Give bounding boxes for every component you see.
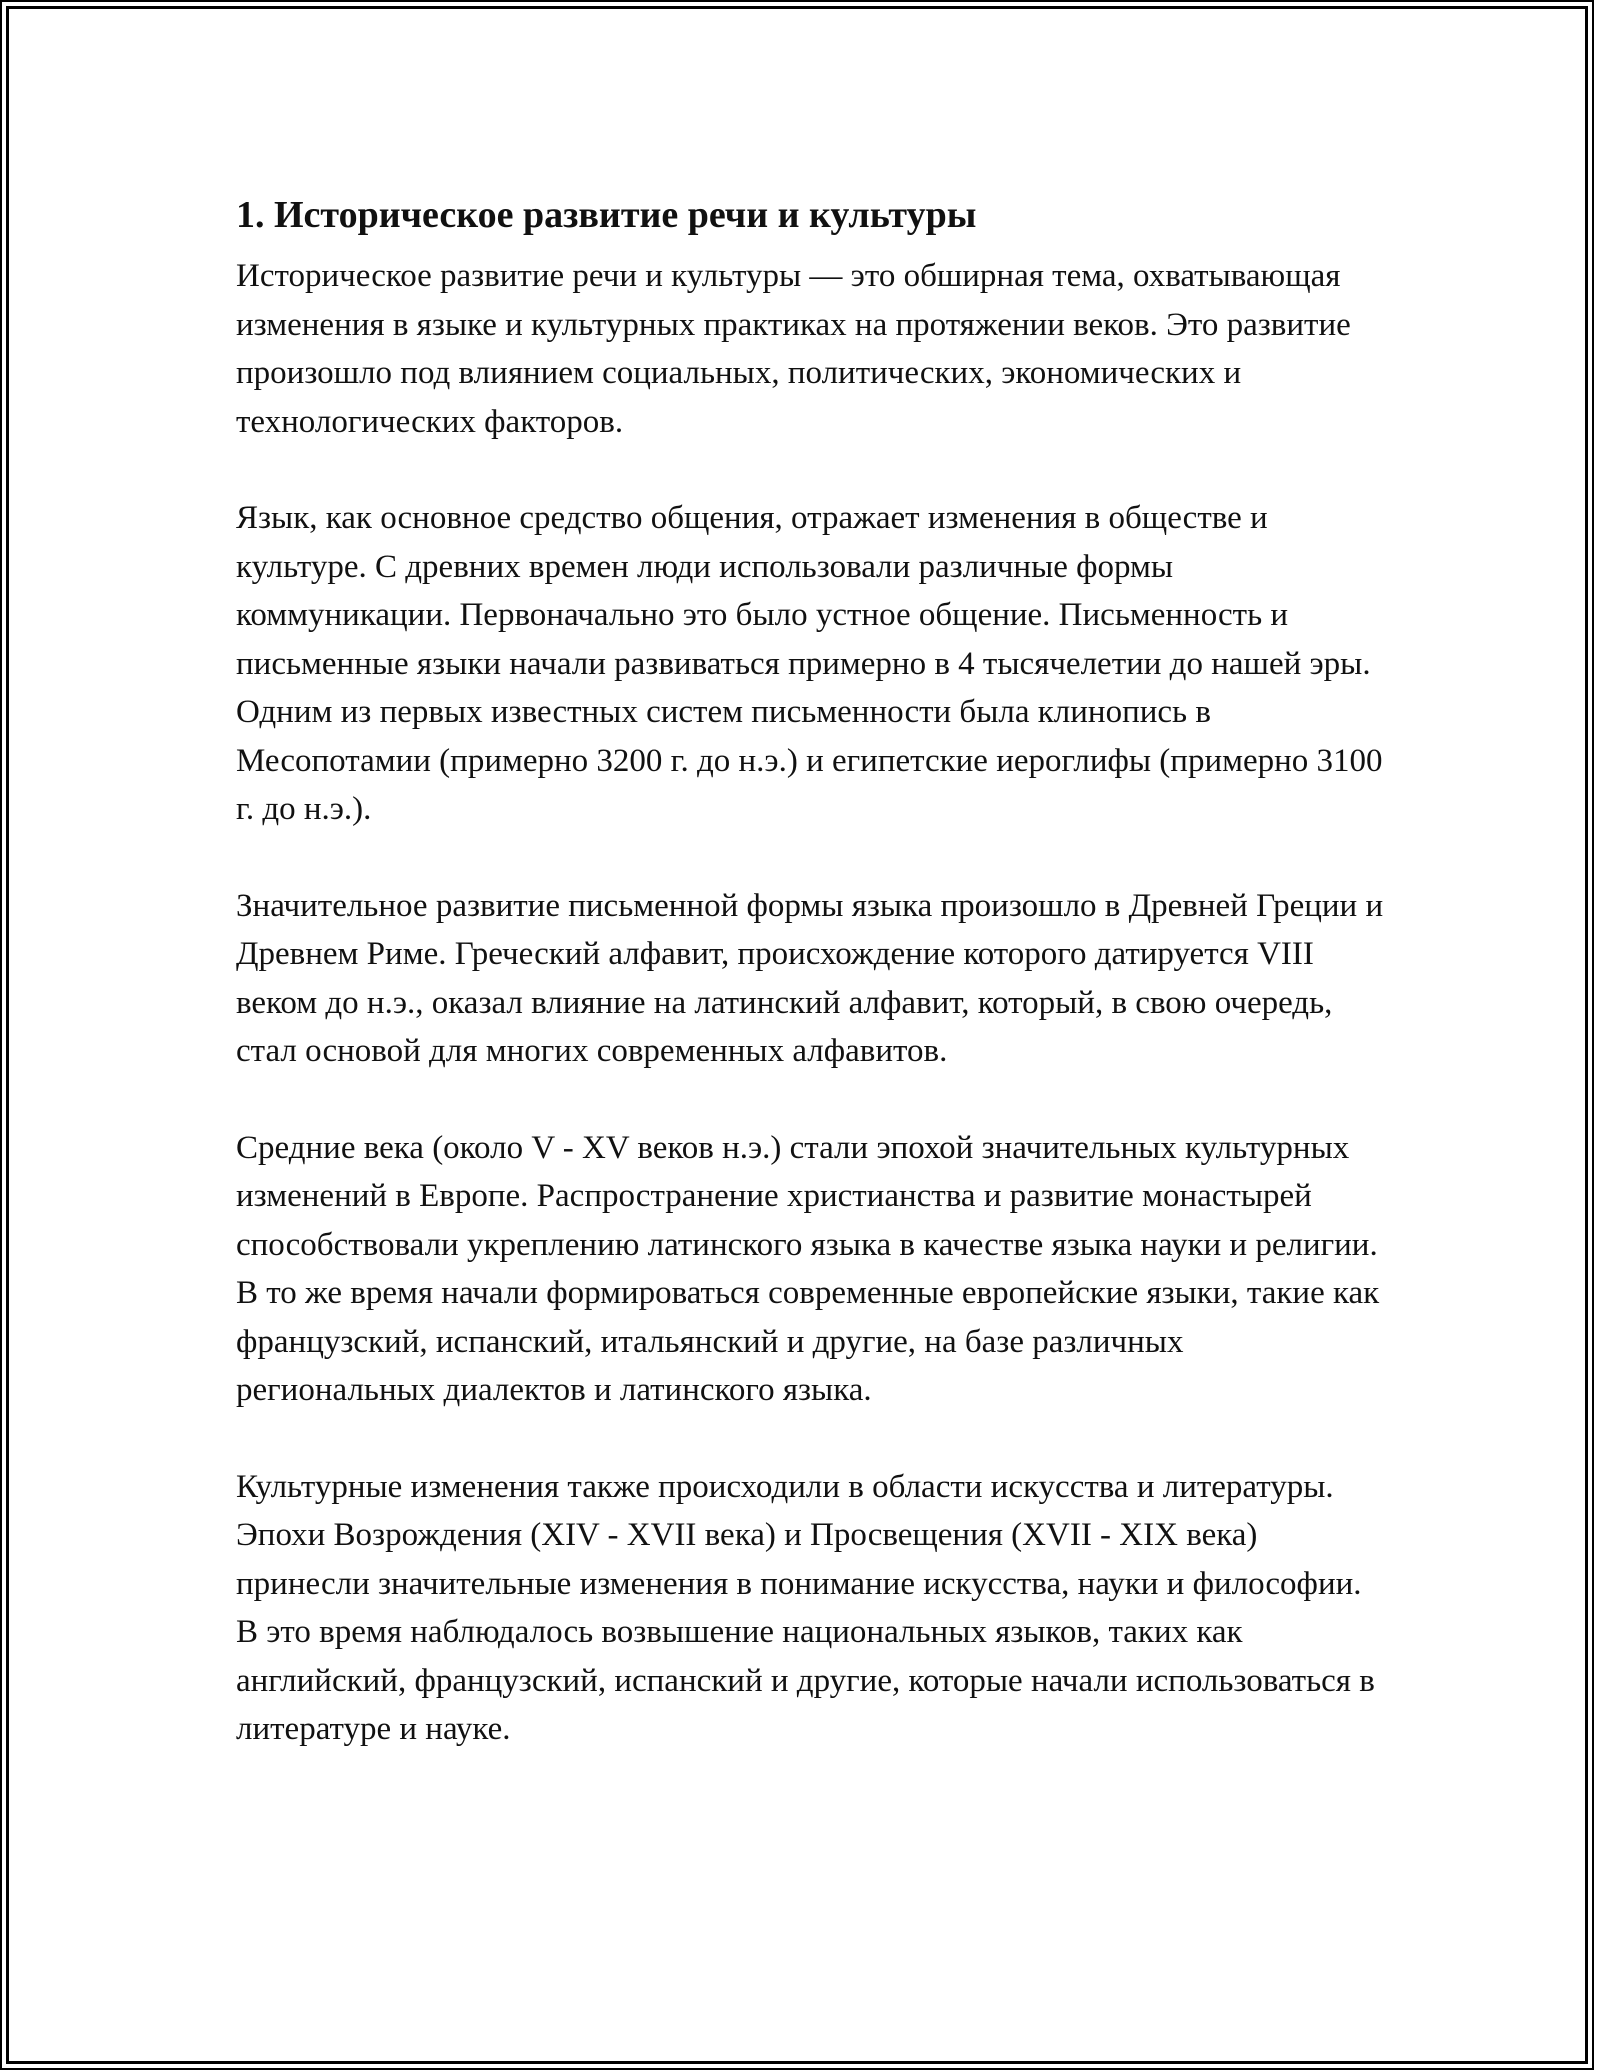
paragraph-2: Язык, как основное средство общения, отражает изменения в обществе и культуре. С древних времен люди использовали различные формы коммуникации. Первоначально это было устное общение. Письменность и письменные языки начали развиваться примерно в 4 тысячелетии до нашей эры. Одним из первых известных систем письменности была клинопись в Месопотамии (примерно 3200 г. до н.э.) и египетские иероглифы (примерно 3100 г. до н.э.). [236,500,1383,827]
paragraph-4: Средние века (около V - XV веков н.э.) стали эпохой значительных культурных изменений в Европе. Распространение христианства и развитие монастырей способствовали укреплению латинского языка в качестве языка науки и религии. В то же время начали формироваться современные европейские языки, такие как французский, испанский, итальянский и другие, на базе различных региональных диалектов и латинского языка. [236,1129,1380,1408]
paragraph-5: Культурные изменения также происходили в области искусства и литературы. Эпохи Возрождения (XIV - XVII века) и Просвещения (XVII - XIX века) принесли значительные изменения в понимание искусства, науки и философии. В это время наблюдалось возвышение национальных языков, таких как английский, французский, испанский и другие, которые начали использоваться в литературе и науке. [236,1468,1375,1747]
document-body [236,186,1386,1802]
section-heading: 1. Историческое развитие речи и культуры [236,194,977,236]
paragraph-3: Значительное развитие письменной формы языка произошло в Древней Греции и Древнем Риме. Греческий алфавит, происхождение которого датируется VIII веком до н.э., оказал влияние на латинский алфавит, который, в свою очередь, стал основой для многих современных алфавитов. [236,887,1384,1069]
paragraph-1: Историческое развитие речи и культуры — это обширная тема, охватывающая изменения в языке и культурных практиках на протяжении веков. Это развитие произошло под влиянием социальных, политических, экономических и технологических факторов. [236,258,1351,440]
